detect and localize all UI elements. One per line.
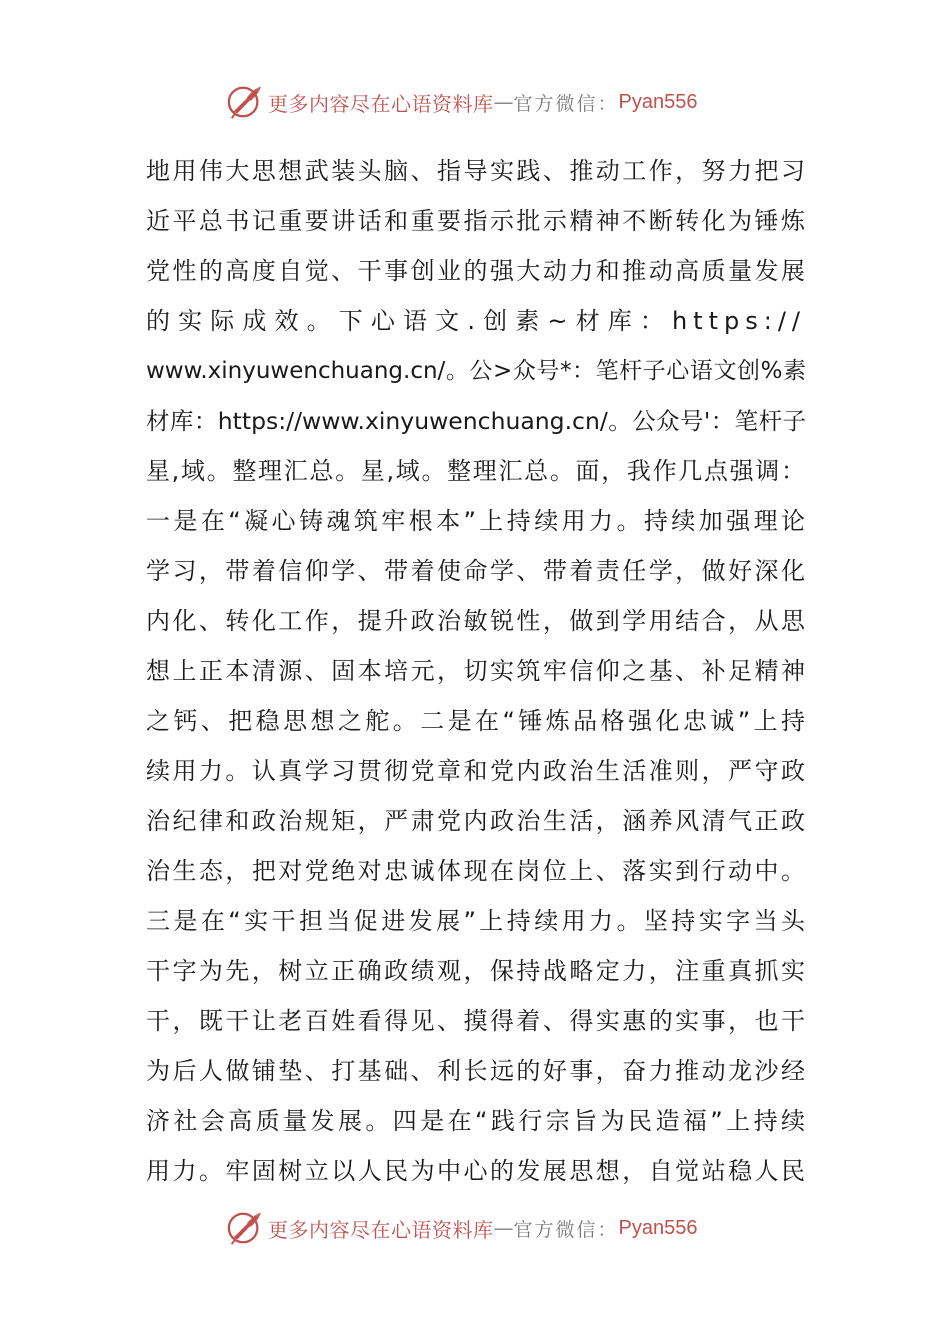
quill-logo-icon — [226, 1209, 264, 1247]
body-line: 三是在“实干担当促进发展”上持续用力。坚持实字当头 — [146, 907, 806, 935]
header-watermark-banner — [226, 82, 697, 122]
banner-slogan: 更多内容尽在心语资料库 — [268, 1217, 494, 1242]
document-body — [146, 146, 806, 1196]
body-line: 想上正本清源、固本培元，切实筑牢信仰之基、补足精神 — [146, 657, 806, 685]
body-line: 学习，带着信仰学、带着使命学、带着责任学，做好深化 — [146, 557, 806, 585]
body-line: 干，既干让老百姓看得见、摸得着、得实惠的实事，也干 — [146, 1007, 806, 1035]
body-line: 近平总书记重要讲话和重要指示批示精神不断转化为锤炼 — [146, 207, 806, 235]
body-line: 材库：https://www.xinyuwenchuang.cn/。公众号'：笔杆子 — [146, 407, 806, 435]
body-line: 干字为先，树立正确政绩观，保持战略定力，注重真抓实 — [146, 957, 806, 985]
body-line: 续用力。认真学习贯彻党章和党内政治生活准则，严守政 — [146, 757, 806, 785]
body-line: 内化、转化工作，提升政治敏锐性，做到学用结合，从思 — [146, 607, 806, 635]
footer-watermark-banner — [226, 1208, 697, 1248]
body-line: 治纪律和政治规矩，严肃党内政治生活，涵养风清气正政 — [146, 807, 806, 835]
banner-wechat-id: Pyan556 — [618, 90, 698, 113]
body-line: 济社会高质量发展。四是在“践行宗旨为民造福”上持续 — [146, 1107, 806, 1135]
banner-wechat-id: Pyan556 — [618, 1216, 698, 1239]
body-line: 为后人做铺垫、打基础、利长远的好事，奋力推动龙沙经 — [146, 1057, 806, 1085]
banner-dash: — — [493, 90, 514, 114]
body-line: 一是在“凝心铸魂筑牢根本”上持续用力。持续加强理论 — [146, 507, 806, 535]
body-line: 的实际成效。下心语文.创素~材库：https:// — [146, 307, 806, 335]
banner-wechat-label: 官方微信： — [513, 1218, 619, 1241]
body-line: 党性的高度自觉、干事创业的强大动力和推动高质量发展 — [146, 257, 806, 285]
body-line: www.xinyuwenchuang.cn/。公>众号*：笔杆子心语文创%素 — [146, 358, 806, 384]
banner-wechat-label: 官方微信： — [513, 92, 619, 115]
body-line: 地用伟大思想武装头脑、指导实践、推动工作，努力把习 — [146, 157, 806, 185]
banner-dash: — — [493, 1216, 514, 1240]
banner-slogan: 更多内容尽在心语资料库 — [268, 91, 494, 116]
quill-logo-icon — [226, 83, 264, 121]
body-line: 治生态，把对党绝对忠诚体现在岗位上、落实到行动中。 — [146, 857, 806, 885]
body-line: 星,域。整理汇总。星,域。整理汇总。面，我作几点强调： — [146, 457, 806, 485]
body-line: 用力。牢固树立以人民为中心的发展思想，自觉站稳人民 — [146, 1157, 806, 1185]
body-line: 之钙、把稳思想之舵。二是在“锤炼品格强化忠诚”上持 — [146, 707, 806, 735]
